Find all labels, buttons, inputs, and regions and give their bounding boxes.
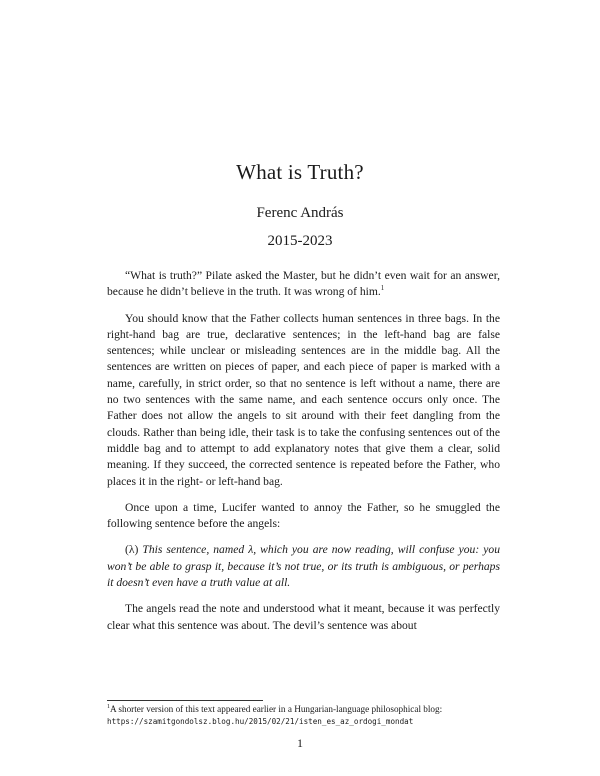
paragraph-2: You should know that the Father collects human sentences in three bags. In the right-hand bag are true, declarative sentences; in the left-hand bag are false sentences; while unclear or misleading sentences are in the middle bag. All the sentences are written on pieces of paper, and each piece of paper is marked with a name, carefully, in strict order, so that no sentence is left without a name, there are no two sentences with the same name, and each sentence occurs only once. The Father does not allow the angels to sit around with their feet dangling from the clouds. Rather than being idle, their task is to take the confusing sentences out of the middle bag and to attempt to add explanatory notes that give them a clear, solid meaning. If they succeed, the corrected sentence is repeated before the Father, who places it in the right- or left-hand bag. xyxy=(107,311,500,488)
footnote-url-link[interactable]: https://szamitgondolsz.blog.hu/2015/02/21/isten_es_az_ordogi_mondat xyxy=(107,717,414,726)
footnote-text: A shorter version of this text appeared earlier in a Hungarian-language philosophical blog: xyxy=(110,704,443,714)
paragraph-3: Once upon a time, Lucifer wanted to annoy the Father, so he smuggled the following sentence before the angels: xyxy=(107,500,500,531)
footnote-divider xyxy=(107,700,263,701)
document-author: Ferenc András xyxy=(256,205,344,221)
document-title: What is Truth? xyxy=(236,160,364,184)
footnote-reference[interactable]: 1 xyxy=(380,284,385,293)
quote-label: (λ) xyxy=(125,543,139,557)
paragraph-1 xyxy=(107,268,500,301)
paragraph-1-text: “What is truth?” Pilate asked the Master, but he didn’t even wait for an answer, because he didn’t believe in the truth. It was wrong of him. xyxy=(107,269,500,299)
footnote xyxy=(107,703,500,728)
footnote-mark: 1 xyxy=(107,703,110,710)
paragraph-4: The angels read the note and understood what it meant, because it was perfectly clear what this sentence was about. The devil’s sentence was about xyxy=(107,602,500,632)
document-date: 2015-2023 xyxy=(267,233,333,249)
document-body xyxy=(107,268,500,644)
page-number: 1 xyxy=(297,736,303,750)
quoted-sentence-lambda xyxy=(107,542,500,591)
quote-text: This sentence, named λ, which you are now reading, will confuse you: you won’t be able to grasp it, because it’s not true, or its truth is ambiguous, or perhaps it doesn’t even have a truth value at all. xyxy=(107,543,500,590)
